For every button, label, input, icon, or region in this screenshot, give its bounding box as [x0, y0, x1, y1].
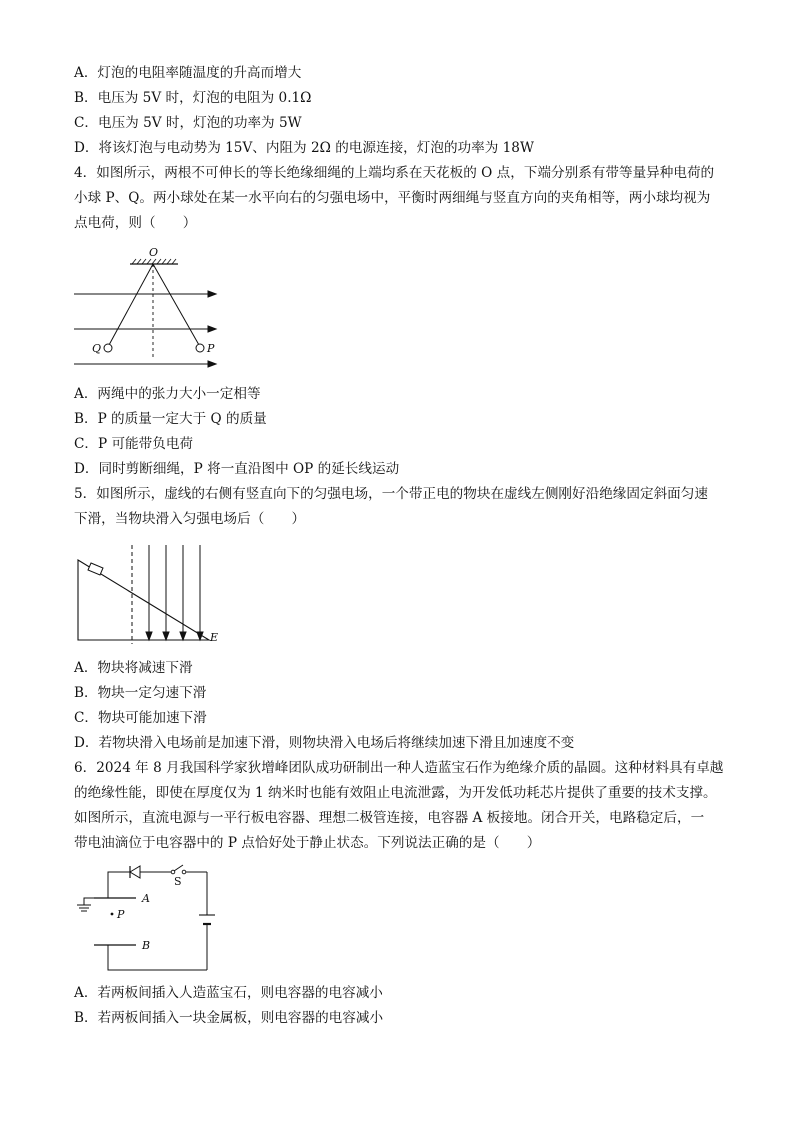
- q6-label-a: A: [142, 892, 150, 905]
- q4-stem-line-1: 4．如图所示，两根不可伸长的等长绝缘细绳的上端均系在天花板的 O 点，下端分别系有带等量异种电荷的: [74, 165, 715, 181]
- q5-option-a: A．物块将减速下滑: [74, 660, 193, 676]
- q3-option-b: B．电压为 5V 时，灯泡的电阻为 0.1Ω: [74, 90, 312, 106]
- ball-q: [104, 344, 112, 352]
- q6-label-b: B: [142, 939, 151, 952]
- q4-stem-line-2: 小球 P、Q。两小球处在某一水平向右的匀强电场中，平衡时两细绳与竖直方向的夹角相等，两小球均视为: [74, 190, 711, 206]
- string-oq: [109, 264, 153, 345]
- q6-option-b: B．若两板间插入一块金属板，则电容器的电容减小: [74, 1010, 384, 1026]
- q3-option-c: C．电压为 5V 时，灯泡的功率为 5W: [74, 115, 302, 131]
- ball-p: [196, 344, 204, 352]
- q5-stem-line-1: 5．如图所示，虚线的右侧有竖直向下的匀强电场，一个带正电的物块在虚线左侧刚好沿绝缘固定斜面匀速: [74, 486, 708, 502]
- q4-label-o: O: [149, 246, 159, 259]
- q6-stem-line-1: 6．2024 年 8 月我国科学家狄增峰团队成功研制出一种人造蓝宝石作为绝缘介质的晶圆。这种材料具有卓越: [74, 760, 724, 776]
- oil-drop-p: [111, 913, 114, 916]
- q3-option-d: D．将该灯泡与电动势为 15V、内阻为 2Ω 的电源连接，灯泡的功率为 18W: [74, 140, 534, 156]
- q3-option-a: A．灯泡的电阻率随温度的升高而增大: [74, 65, 302, 81]
- q4-option-a: A．两绳中的张力大小一定相等: [74, 386, 261, 402]
- q4-label-q: Q: [92, 342, 102, 355]
- q6-stem-line-2: 的绝缘性能，即使在厚度仅为 1 纳米时也能有效阻止电流泄露，为开发低功耗芯片提供了重要的技术支撑。: [74, 785, 717, 801]
- q4-option-b: B．P 的质量一定大于 Q 的质量: [74, 411, 267, 427]
- q5-stem-line-2: 下滑，当物块滑入匀强电场后（ ）: [74, 511, 306, 527]
- q6-label-s: S: [174, 875, 182, 888]
- q6-option-a: A．若两板间插入人造蓝宝石，则电容器的电容减小: [74, 985, 383, 1001]
- q5-label-e: E: [210, 631, 219, 644]
- q6-stem-line-3: 如图所示，直流电源与一平行板电容器、理想二极管连接，电容器 A 板接地。闭合开关，电路稳定后，一: [74, 810, 705, 826]
- q6-stem-line-4: 带电油滴位于电容器中的 P 点恰好处于静止状态。下列说法正确的是（ ）: [74, 835, 541, 851]
- switch-s: [174, 865, 183, 871]
- q4-figure: [74, 244, 226, 370]
- q5-option-b: B．物块一定匀速下滑: [74, 685, 207, 701]
- q6-circuit-figure: [74, 860, 224, 976]
- q4-label-p: P: [207, 342, 215, 355]
- q5-option-d: D．若物块滑入电场前是加速下滑，则物块滑入电场后将继续加速下滑且加速度不变: [74, 735, 575, 751]
- diode: [130, 866, 140, 878]
- q4-option-d: D．同时剪断细绳，P 将一直沿图中 OP 的延长线运动: [74, 461, 400, 477]
- q4-option-c: C．P 可能带负电荷: [74, 436, 194, 452]
- q4-stem-line-3: 点电荷，则（ ）: [74, 215, 197, 231]
- ground-icon: [77, 905, 91, 911]
- q5-option-c: C．物块可能加速下滑: [74, 710, 207, 726]
- q5-figure: [74, 540, 234, 650]
- q6-label-p: P: [117, 908, 125, 921]
- block: [88, 563, 103, 575]
- string-op: [153, 264, 199, 345]
